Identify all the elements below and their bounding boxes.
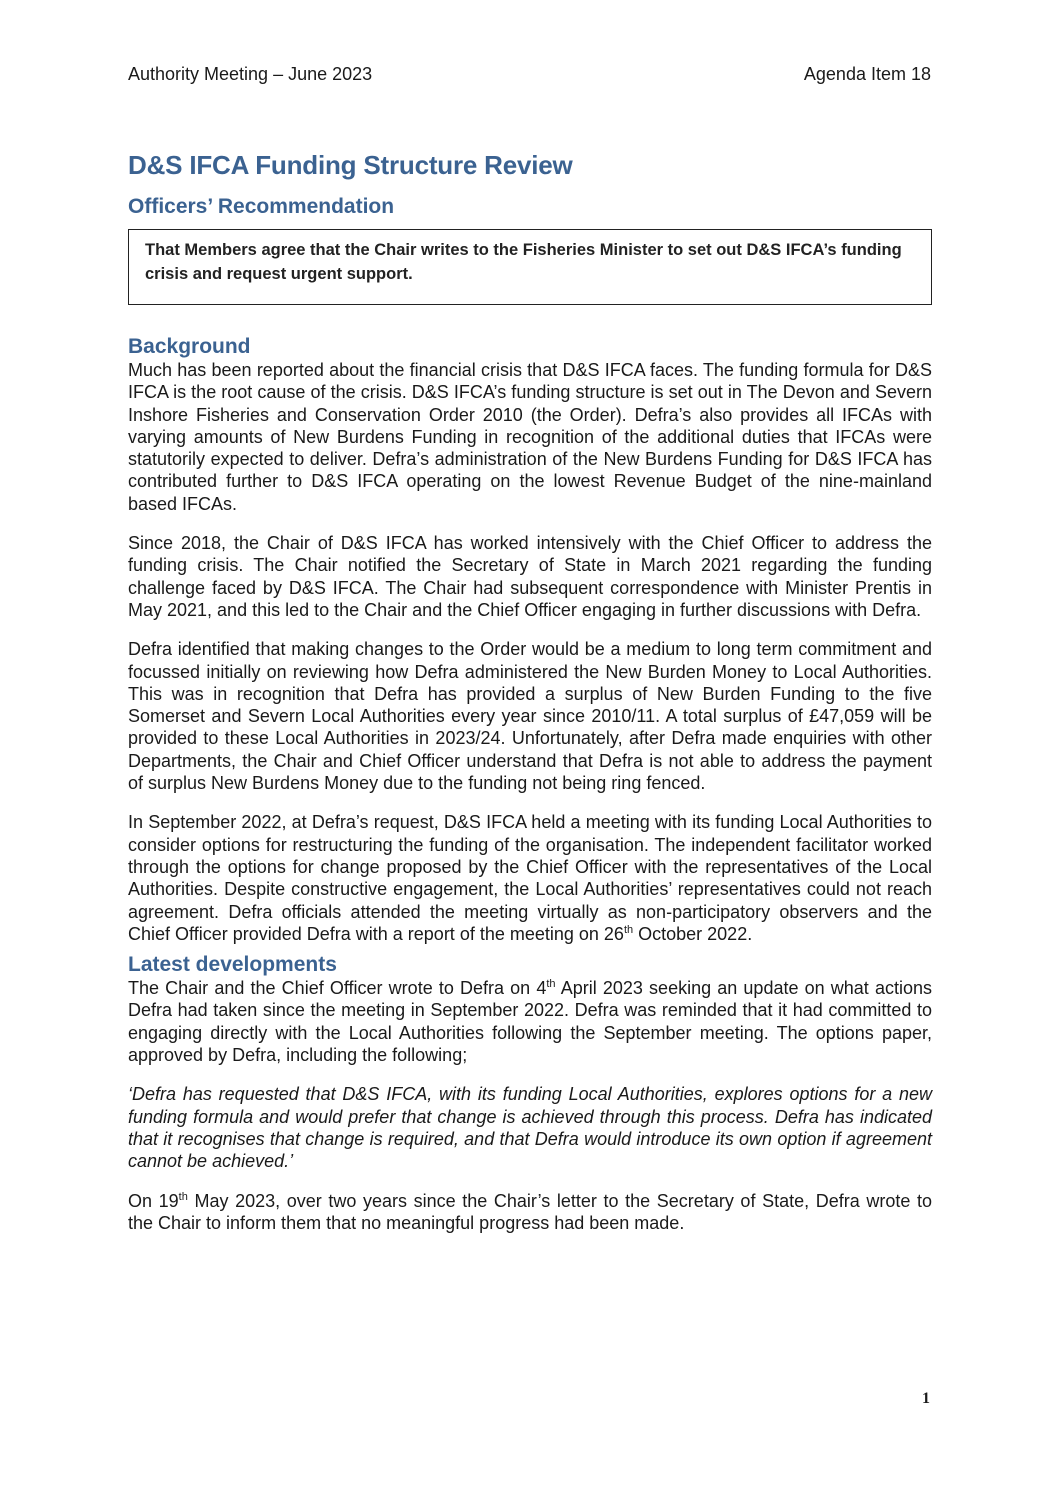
ordinal-suffix: th [546, 978, 556, 991]
document-title: D&S IFCA Funding Structure Review [128, 150, 573, 180]
recommendation-box [128, 229, 932, 305]
paragraph-text-end: October 2022. [633, 923, 753, 944]
latest-developments-heading: Latest developments [128, 953, 337, 977]
header-agenda-item: Agenda Item 18 [803, 64, 931, 84]
header-meeting: Authority Meeting – June 2023 [128, 64, 373, 84]
background-paragraph-3: Defra identified that making changes to the Order would be a medium to long term commitment and focussed initially on reviewing how Defra administered the New Burden Money to Local Authorities. This was in recognition that Defra has provided a surplus of New Burden Funding to the five Somerset and Severn Local Authorities every year since 2010/11. A total surplus of £47,059 will be provided to these Local Authorities in 2023/24. Unfortunately, after Defra made enquiries with other Departments, the Chair and Chief Officer understand that Defra is not able to address the payment of surplus New Burdens Money due to the funding not being ring fenced. [128, 639, 932, 794]
paragraph-text-end: April 2023 seeking an update on what actions Defra had taken since the meeting in September 2022. Defra was reminded that it had committed to engaging directly with the Local Authorities following the September meeting. The options paper, approved by Defra, including the following; [128, 978, 932, 1066]
recommendation-text: That Members agree that the Chair writes to the Fisheries Minister to set out D&S IFCA’s funding crisis and request urgent support. [145, 241, 902, 283]
background-heading: Background [128, 335, 251, 358]
paragraph-text: On 19 [128, 1190, 179, 1211]
page-number: 1 [922, 1390, 930, 1407]
ordinal-suffix: th [623, 923, 634, 936]
background-paragraph-2: Since 2018, the Chair of D&S IFCA has worked intensively with the Chief Officer to address the funding crisis. The Chair notified the Secretary of State in March 2021 regarding the funding challenge faced by D&S IFCA. The Chair had subsequent correspondence with Minister Prentis in May 2021, and this led to the Chair and the Chief Officer engaging in further discussions with Defra. [128, 533, 932, 620]
recommendation-heading: Officers’ Recommendation [128, 195, 395, 218]
quoted-passage: ‘Defra has requested that D&S IFCA, with its funding Local Authorities, explores options for a new funding formula and would prefer that change is achieved through this process. Defra has indicated that it recognises that change is required, and that Defra would introduce its own option if agreement cannot be achieved.’ [128, 1084, 932, 1172]
background-paragraph-1: Much has been reported about the financial crisis that D&S IFCA faces. The funding formula for D&S IFCA is the root cause of the crisis. D&S IFCA’s funding structure is set out in The Devon and Severn Inshore Fisheries and Conservation Order 2010 (the Order). Defra’s also provides all IFCAs with varying amounts of New Burdens Funding in recognition of the additional duties that IFCAs were statutorily expected to deliver. Defra’s administration of the New Burdens Funding for D&S IFCA has contributed further to D&S IFCA operating on the lowest Revenue Budget of the nine-mainland based IFCAs. [128, 360, 932, 514]
latest-paragraph-1 [128, 977, 932, 1066]
paragraph-text: The Chair and the Chief Officer wrote to Defra on 4 [128, 978, 547, 999]
background-paragraph-4 [128, 811, 932, 945]
ordinal-suffix: th [178, 1190, 188, 1203]
latest-paragraph-3 [128, 1190, 932, 1235]
paragraph-text-end: May 2023, over two years since the Chair’s letter to the Secretary of State, Defra wrote to the Chair to inform them that no meaningful progress had been made. [128, 1190, 932, 1233]
document-body [128, 150, 932, 1234]
paragraph-text: In September 2022, at Defra’s request, D&S IFCA held a meeting with its funding Local Authorities to consider options for restructuring the funding of the organisation. The independent facilitator worked through the options for change proposed by the Chief Officer with the representatives of the Local Authorities. Despite constructive engagement, the Local Authorities’ representatives could not reach agreement. Defra officials attended the meeting virtually as non-participatory observers and the Chief Officer provided Defra with a report of the meeting on 26 [128, 812, 932, 944]
